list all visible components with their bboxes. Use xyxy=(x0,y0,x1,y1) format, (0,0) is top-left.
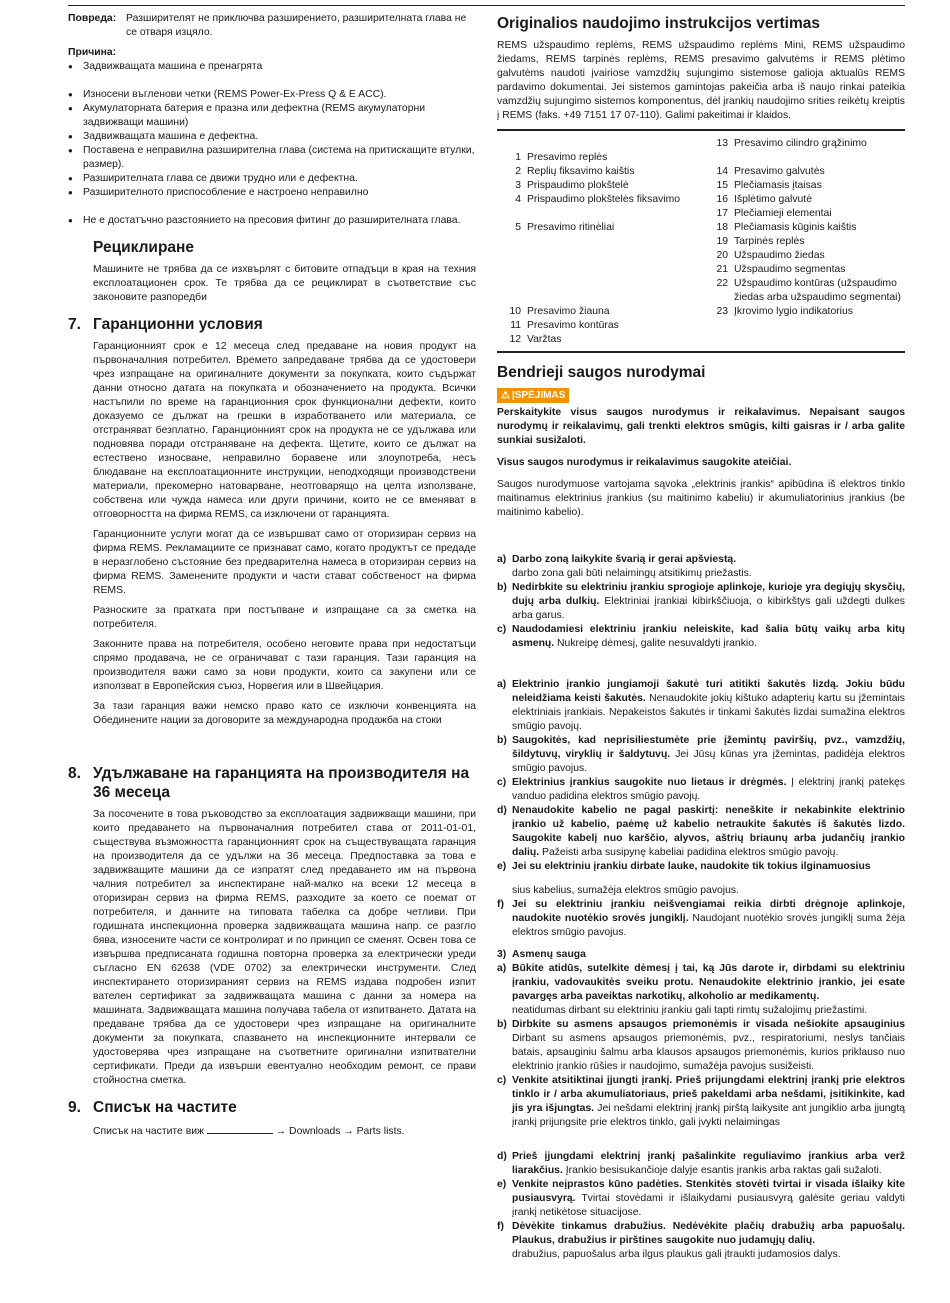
cause-item: ● Разширителното приспособление е настроено неправилно xyxy=(68,186,476,200)
recycling-heading: Рециклиране xyxy=(93,239,195,256)
safety-item: e) Jei su elektriniu įrankiu dirbate lauke, naudokite tik tokius ilginamuosius sius kabelius, sumažėja elektros smūgio pavojus. xyxy=(497,861,871,896)
section-title: Списък на частите xyxy=(93,1099,237,1116)
part-item: 18 Plečiamasis kūginis kaištis xyxy=(716,222,857,233)
safety-item: b) Nedirbkite su elektriniu įrankiu sprogioje aplinkoje, kurioje yra degiųjų skysčių, dujų arba dulkių. Elektriniai įrankiai kibirkščiuoja, o kibirkštys gali uždegti dulkes arba garus. xyxy=(497,582,905,621)
cause-item: ● Разширителната глава се движи трудно или е дефектна. xyxy=(68,172,476,186)
part-item xyxy=(497,137,698,151)
warranty-paragraph: Гаранционният срок е 12 месеца след предаване на новия продукт на първоначалния потребител. Времето запредаване трябва да се удостовери чрез изпращане на оригиналните документи за покупката, които съдържат данни относно датата на покупката и обозначението на продукта. Всички настъпили по време на гаранционния срок функционални дефекти, които доказуемо се дължат на грешки в изработването или материала, се отстраняват безплатно. Гаранционният срок на продукта не се удължава или подновява поради отстраняване на дефекта. Щетите, които се дължат на естествено износване, неправилно боравене или злоупотреба, несъ блюдаване на експлоатационните инструкции, неподходящи производствени материали, прекомерно натоварване, неотговарящо на целта използване, собствена или чужда намеса или други причини, които не се вменяват в отговорността на фирма REMS, са изключени от гаранцията. xyxy=(93,341,476,520)
recycling-text: Машините не трябва да се изхвърлят с битовите отпадъци в края на техния експлоатационен срок. Те трябва да се рециклират в съответствие със законовите разпоредби xyxy=(93,264,476,303)
cause-item: ● Акумулаторната батерия е празна или дефектна (REMS акумулаторни задвижващи машини) xyxy=(68,102,476,130)
cause-item: ● Задвижващата машина е дефектна. xyxy=(68,130,476,144)
warning-badge xyxy=(497,388,569,403)
section-number: 8. xyxy=(68,765,81,782)
safety-item: f) Dėvėkite tinkamus drabužius. Nedėvėkite plačių drabužių arba papuošalų. Plaukus, drabužius ir pirštines saugokite nuo judamųjų dalių. drabužius, papuošalus arba ilgus plaukus gali įtraukti judamosios dalys. xyxy=(497,1221,905,1260)
cause-item: ● Не е достатъчно разстоянието на пресовия фитинг до разширителната глава. xyxy=(68,214,476,228)
part-item: 4 Prispaudimo plokštelės fiksavimo xyxy=(515,194,681,205)
warning-label: ĮSPĖJIMAS xyxy=(511,390,566,401)
section-title: Гаранционни условия xyxy=(93,316,263,333)
part-item: 12 Varžtas xyxy=(509,334,562,345)
part-item: 10 Presavimo žiauna xyxy=(509,306,610,317)
section-title-line: 36 месеца xyxy=(93,784,171,801)
parts-legend xyxy=(497,137,905,347)
part-item: 15 Plečiamasis įtaisas xyxy=(716,180,822,191)
part-item xyxy=(497,277,698,291)
cause-item: ● Износени въгленови четки (REMS Power-Ex-Press Q & E ACC). xyxy=(68,88,476,102)
part-item: 3 Prispaudimo plokštelė xyxy=(515,180,629,191)
cause-item: ● Задвижващата машина е пренагрята xyxy=(68,60,476,74)
part-item xyxy=(497,207,698,221)
warranty-paragraph: Разноските за пратката при постъпване и изпращане са за сметка на потребителя. xyxy=(93,605,476,630)
cause-item: ● Поставена е неправилна разширителна глава (система на притискащите втулки, размер). xyxy=(68,144,476,172)
power-tool-definition: Saugos nurodymuose vartojama sąvoka „elektrinis įrankis“ apibūdina iš elektros tinklo maitinamus elektrinius įrankius (su maitinimo kabeliu) ir akumuliatorinius įrankius (be maitinimo kabelio). xyxy=(497,479,905,518)
parts-legend-right xyxy=(704,137,905,347)
right-column xyxy=(497,12,949,1262)
part-item: 1 Presavimo replės xyxy=(515,152,608,163)
safety-keep-note: Visus saugos nurodymus ir reikalavimus saugokite ateičiai. xyxy=(497,457,792,468)
part-item xyxy=(497,291,698,305)
safety-item: d) Prieš įjungdami elektrinį įrankį pašalinkite reguliavimo įrankius arba verž liarakčius. Įrankio besisukančioje dalyje esantis įrankis arba raktas gali sužaloti. xyxy=(497,1151,905,1176)
safety-item: e) Venkite neįprastos kūno padėties. Stenkitės stovėti tvirtai ir visada išlaiky kite pusiausvyrą. Tvirtai stovėdami ir išlaikydami pusiausvyrą galėsite geriau valdyti įrankį netikėtose situacijose. xyxy=(497,1179,905,1218)
safety-item: a) Būkite atidūs, sutelkite dėmesį į tai, ką Jūs darote ir, dirbdami su elektriniu įrankiu, vadovaukitės sveiku protu. Nenaudokite elektrinio įrankio, jei esate pavargęs arba paveiktas narkotikų, alkoholio ar medikamentų. neatidumas dirbant su elektriniu įrankiu gali tapti rimtų sužalojimų priežastimi. xyxy=(497,963,905,1016)
translation-title: Originalios naudojimo instrukcijos vertimas xyxy=(497,15,820,32)
part-item xyxy=(497,249,698,263)
safety-item: b) Dirbkite su asmens apsaugos priemonėmis ir visada nešiokite apsauginius Dirbant su asmens apsaugos priemonėmis, pvz., respiratoriumi, neslys tančiais batais, apsauginiu šalmu arba klausos apsaugos priemonėmis, kurios priklauso nuo elektrinio įrankio rūšies ir naudojimo, sumažėja pavojus susižeisti. xyxy=(497,1019,949,1072)
section-8-heading xyxy=(68,764,476,802)
cause-list xyxy=(68,60,476,228)
divider xyxy=(497,351,905,353)
part-item xyxy=(497,235,698,249)
safety-item: a) Darbo zoną laikykite švarią ir gerai apšviestą. darbo zona gali būti nelaimingų atsitikimų priežastis. xyxy=(497,554,752,579)
fault-row xyxy=(68,12,476,40)
parts-list-text xyxy=(68,1123,476,1139)
section-number: 9. xyxy=(68,1099,81,1116)
warranty-paragraph: Законните права на потребителя, особено неговите права при недостатъци спрямо продавача, не се ограничават с тази гаранция. Тази гаранция на производителя важи само за нови продукти, които са закупени или се използват в Европейския съюз, Норвегия или в Швейцария. xyxy=(93,639,476,692)
part-item: 21 Užspaudimo segmentas xyxy=(716,264,846,275)
safety-item: a) Elektrinio įrankio jungiamoji šakutė turi atitikti šakutės lizdą. Jokiu būdu neleidžiama keisti šakutės. Nenaudokite jokių kištuko adapterių kartu su įžemintais elektriniais įrankiais. Nepakeistos šakutės ir tinkami šakutės lizdai sumažina elektros smūgio pavojų. xyxy=(497,679,905,732)
extension-text: За посочените в това ръководство за експлоатация задвижващи машини, при които предаването на първоначалния потребител става от 2011-01-01, съществува възможността гаранционният срок на съществуващата гаранция на производителя да се удължи на 36 месеца. Предпоставка за това е задвижващите машини да се изпратят след предаването им на първона чалния потребител за инспектиране най-малко на всеки 12 месеца в оторизиран сервиз на фирма REMS, разходите за което се поемат от потребителя, и данните на типовата табелка са добре четливи. При годишната инспекционна проверка задвижващата машина напр. се разгло бява, износените части се контролират и по принцип се сменят. Освен това се извършва предписаната годишна повторна проверка за електрически уреди съгласно EN 62638 (VDE 0702) за електрически инструменти. След инспектирането оторизираният сервиз на REMS издава подробен изпит вателен сертификат за задвижващата машина с данни за номера на машината. Задвижващата машина получава табела от изпитването. Датата на предаване трябва да се удостовери чрез изпращане на оригиналните документи за покупката, спазването на инспекционните интервали се удостоверява чрез изпращане на съответните оригинални изпитвателни сертификати. Преди да извърши евентуално необходим ремонт, се прави стойностна сметка. xyxy=(93,809,476,1086)
safety-item: c) Elektrinius įrankius saugokite nuo lietaus ir drėgmės. Į elektrinį įrankį patekęs vanduo padidina elektros smūgio pavojų. xyxy=(497,777,906,802)
part-item: 20 Užspaudimo žiedas xyxy=(716,250,825,261)
safety-item: d) Nenaudokite kabelio ne pagal paskirtį: neneškite ir nekabinkite elektrinio įrankio už kabelio, paėmę už kabelio netraukite šakutės iš šakutės lizdo. Saugokite kabelį nuo karščio, alyvos, aštrių briaunų arba judančių įrankio dalių. Pažeisti arba susipynę kabeliai padidina elektros smūgio pavojų. xyxy=(497,805,905,858)
part-item: 23 Įkrovimo lygio indikatorius xyxy=(716,306,853,317)
part-item: 2 Replių fiksavimo kaištis xyxy=(515,166,635,177)
fault-description: Разширителят не приключва разширението, разширителната глава не се отваря изцяло. xyxy=(126,13,467,38)
section-title-line: Удължаване на гаранцията на производителя на xyxy=(93,765,470,782)
section-7-heading xyxy=(68,315,476,334)
safety-group-heading: 3) Asmenų sauga xyxy=(497,949,586,960)
left-column xyxy=(68,12,476,1145)
section-title xyxy=(93,764,469,802)
part-item: 11 Presavimo kontūras xyxy=(510,320,619,331)
safety-item: c) Venkite atsitiktinai įjungti įrankį. Prieš prijungdami elektrinį įrankį prie elektros tinklo ir / arba akumuliatoriaus, prieš pakeldami arba nešdami, įsitikinkite, kad jis yra išjungtas. Jei nešdami elektrinį įrankį pirštą laikysite ant jungiklio arba įjungtą įrankį prijungsite prie elektros tinklo, gali įvykti nelaimingas xyxy=(497,1075,906,1128)
parts-list-text-before: Списък на частите виж xyxy=(93,1126,204,1137)
part-item: 17 Plečiamieji elementai xyxy=(716,208,832,219)
intro-text: REMS užspaudimo replėms, REMS užspaudimo replėms Mini, REMS užspaudimo žiedams, REMS tarpinės replėms, REMS presavimo galvutėms ir REMS plėtimo galvutėms naudoti įvairiose vamzdžių sujungimo sistemose galioja aktualūs REMS pardavimo dokumentai. Jei sistemos gamintojas pakeičia arba iš naujo rinkai pateikia vamzdžių sujungimo sistemos komponentus, dėl įrankių naudojimo srities reikėtų kreiptis į REMS (faks. +49 7151 17 07-110). Galimi pakeitimai ir klaidos. xyxy=(497,40,905,121)
safety-item: f) Jei su elektriniu įrankiu neišvengiamai reikia dirbti drėgnoje aplinkoje, naudokite nuotėkio srovės jungiklį. Naudojant nuotėkio srovės jungiklį suma žėja elektros smūgio pavojus. xyxy=(497,899,905,938)
divider xyxy=(497,129,905,131)
blank-link-placeholder xyxy=(207,1123,273,1134)
parts-legend-left xyxy=(497,137,698,347)
part-item: 14 Presavimo galvutės xyxy=(716,166,825,177)
warning-triangle-icon: ⚠ xyxy=(501,390,510,401)
part-item: 13 Presavimo cilindro grąžinimo xyxy=(716,138,867,149)
parts-list-path: → Downloads → Parts lists. xyxy=(275,1126,405,1137)
fault-term: Повреда: xyxy=(68,13,117,24)
part-item: 19 Tarpinės replės xyxy=(716,236,805,247)
part-item: 16 Išplėtimo galvutė xyxy=(716,194,812,205)
warranty-paragraph: За тази гаранция важи немско право като се изключи конвенцията на Обединените нации за договорите за международна продажба на стоки xyxy=(93,701,476,726)
part-item: 22 Užspaudimo kontūras (užspaudimo žiedas arba užspaudimo segmentai) xyxy=(716,278,901,303)
section-number: 7. xyxy=(68,316,81,333)
cause-label: Причина: xyxy=(68,47,117,58)
part-item: 5 Presavimo ritinėliai xyxy=(515,222,615,233)
top-rule xyxy=(68,5,905,6)
safety-item: b) Saugokitės, kad neprisiliestumėte prie įžemintų paviršių, pvz., vamzdžių, šildytuvų, viryklių ir šaldytuvų. Jei Jūsų kūnas yra įžemintas, padidėja elektros smūgio pavojus. xyxy=(497,735,906,774)
safety-item: c) Naudodamiesi elektriniu įrankiu neleiskite, kad šalia būtų vaikų arba kitų asmenų. Nukreipę dėmesį, galite nesuvaldyti įrankio. xyxy=(497,624,905,649)
part-item xyxy=(704,151,905,165)
warranty-paragraph: Гаранционните услуги могат да се извършват само от оторизиран сервиз на фирма REMS. Рекламациите се признават само, когато продуктът се предаде в неразглобено състояние без предварителна намеса в оторизиран сервиз на фирма REMS. Заменените продукти и части стават собственост на фирма REMS. xyxy=(93,529,476,596)
section-9-heading xyxy=(68,1098,476,1117)
part-item xyxy=(497,263,698,277)
safety-heading: Bendrieji saugos nurodymai xyxy=(497,364,706,381)
safety-bold-intro: Perskaitykite visus saugos nurodymus ir reikalavimus. Nepaisant saugos nurodymų ir reikalavimų, gali trenkti elektros smūgis, kilti gaisras ir / arba galite sunkiai susižaloti. xyxy=(497,407,905,446)
